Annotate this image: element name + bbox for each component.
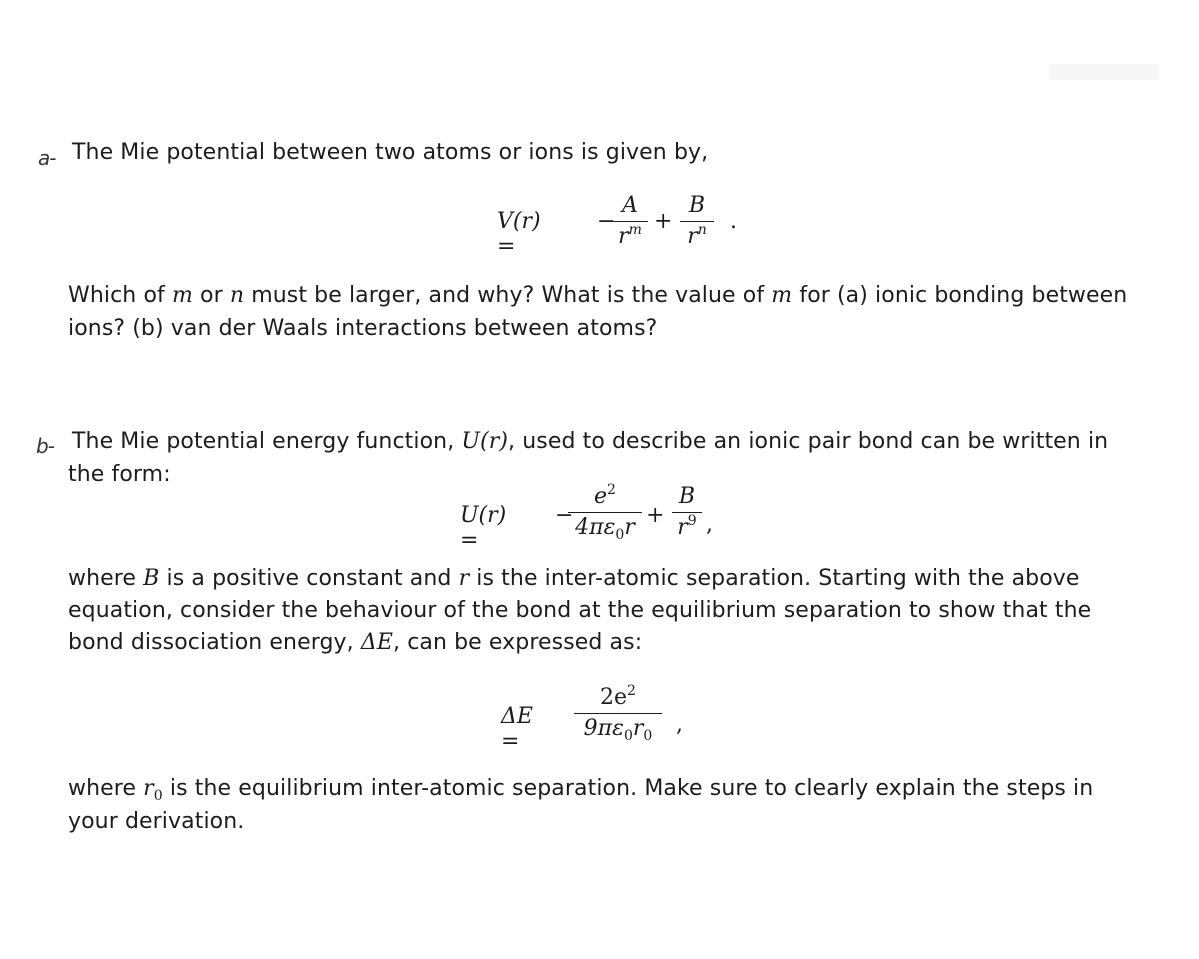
part-b-closing-line-2: your derivation. <box>68 809 245 834</box>
eq-b1-plus: + <box>646 503 665 528</box>
eq-a-fraction-1 <box>612 193 648 250</box>
eq-b2-lhs: ΔE = <box>501 704 533 754</box>
eq-a-frac2-num: B <box>688 193 706 218</box>
eq-a-frac1-den-base: r <box>618 224 629 249</box>
eq-a-frac1-num: A <box>622 193 638 218</box>
part-a-question-line-2: ions? (b) van der Waals interactions between atoms? <box>68 316 658 341</box>
part-b-intro-line-2: the form: <box>68 462 171 487</box>
part-a-question-line-1: Which of m or n must be larger, and why? What is the value of m for (a) ionic bonding between <box>68 283 1128 308</box>
part-b-text-line-3: bond dissociation energy, ΔE, can be expressed as: <box>68 630 643 655</box>
part-b-marker: b- <box>36 434 54 458</box>
eq-a-frac2-den-exp: n <box>697 222 707 238</box>
eq-a-minus: − <box>597 209 616 234</box>
part-b-text-line-1: where B is a positive constant and r is the inter-atomic separation. Starting with the above <box>68 566 1080 591</box>
eq-a-lhs: V(r) = <box>497 209 541 259</box>
eq-b1-lhs: U(r) = <box>460 503 507 553</box>
eq-a-frac1-den-exp: m <box>628 222 642 238</box>
eq-a-end: . <box>730 209 737 234</box>
faint-watermark <box>1049 64 1159 80</box>
part-b-closing-line-1: where $r_0$ is the equilibrium inter-atomic separation. Make sure to clearly explain the steps in <box>68 776 1094 804</box>
part-b-intro-line-1: The Mie potential energy function, U(r), used to describe an ionic pair bond can be written in <box>72 429 1109 454</box>
eq-b1-fraction-2: B $r^9$ <box>672 484 702 541</box>
eq-a-plus: + <box>654 209 673 234</box>
part-a-marker: a- <box>38 146 56 170</box>
eq-a-fraction-2 <box>680 193 714 250</box>
eq-b2-end: , <box>676 712 683 737</box>
eq-b1-fraction-1: $e^2$ $4\pi\varepsilon_0r$ <box>568 484 642 541</box>
eq-b1-end: , <box>706 512 713 537</box>
eq-b2-fraction: $2e^2$ $9\pi\varepsilon_0r_0$ <box>574 685 662 742</box>
part-b-text-line-2: equation, consider the behaviour of the bond at the equilibrium separation to show that the <box>68 598 1092 623</box>
eq-b1-minus: − <box>555 503 574 528</box>
part-a-intro: The Mie potential between two atoms or ions is given by, <box>72 140 709 165</box>
eq-a-frac2-den-base: r <box>687 224 698 249</box>
